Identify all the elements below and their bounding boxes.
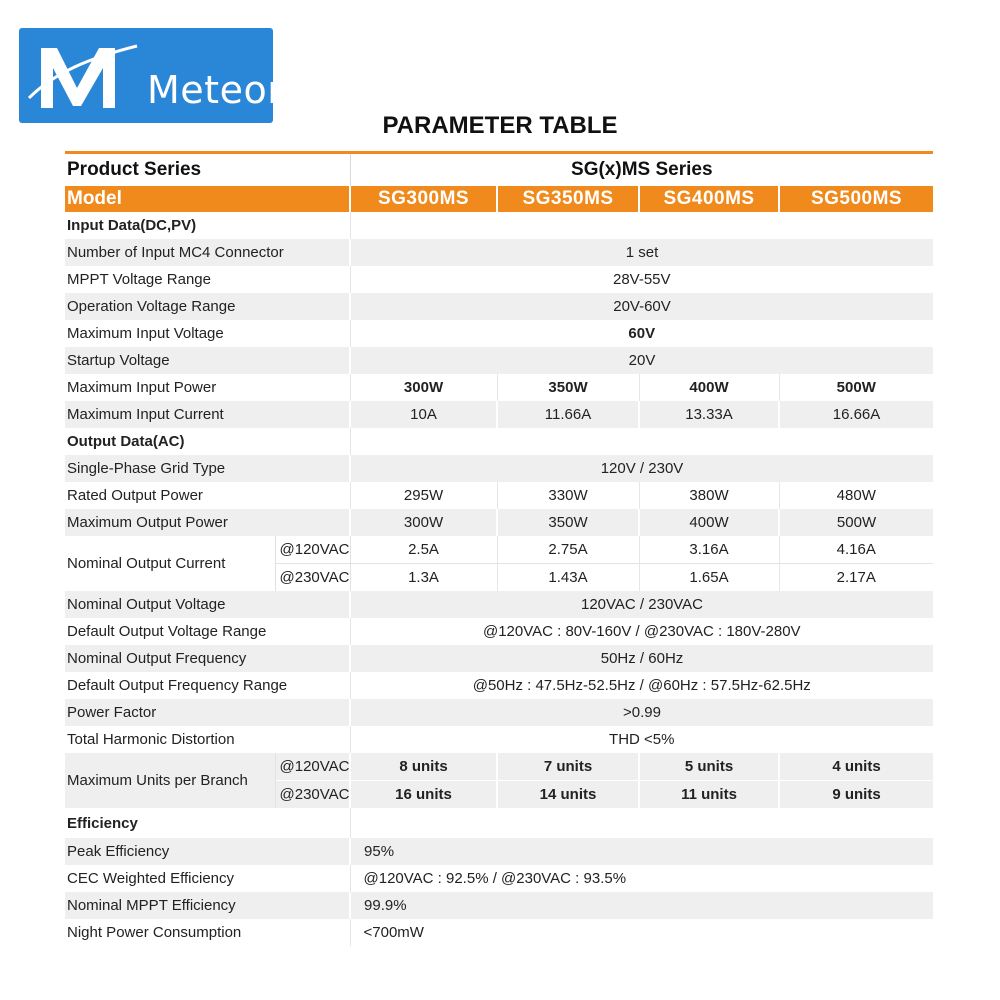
table-row [65,374,933,401]
cell-value: 1.3A [350,564,497,592]
table-row [65,509,933,536]
cell-value: 2.17A [779,564,933,592]
row-label: Startup Voltage [65,347,350,374]
row-value: >0.99 [350,699,933,726]
series-label: Product Series [65,154,350,186]
row-value: 20V-60V [350,293,933,320]
cell-value: 300W [350,374,497,401]
cell-value: 300W [350,509,497,536]
cell-value: 350W [497,509,639,536]
table-row [65,892,933,919]
row-label: Rated Output Power [65,482,350,509]
row-label: Power Factor [65,699,350,726]
table-row [65,838,933,865]
series-row [65,154,933,186]
row-value: @120VAC : 92.5% / @230VAC : 93.5% [350,865,933,892]
row-label: Nominal Output Voltage [65,591,350,618]
model-sg300ms: SG300MS [350,186,497,212]
row-value: @50Hz : 47.5Hz-52.5Hz / @60Hz : 57.5Hz-62.5Hz [350,672,933,699]
table-row [65,455,933,482]
cell-value: 380W [639,482,779,509]
table-row [65,401,933,428]
row-label: Number of Input MC4 Connector [65,239,350,266]
table-row [65,618,933,645]
row-value: 120VAC / 230VAC [350,591,933,618]
table-row [65,320,933,347]
row-sublabel: @120VAC [275,536,350,564]
section-row [65,212,933,239]
model-sg350ms: SG350MS [497,186,639,212]
model-label: Model [65,186,350,212]
cell-value: 350W [497,374,639,401]
cell-value: 10A [350,401,497,428]
cell-value: 16.66A [779,401,933,428]
table-row [65,865,933,892]
section-input-heading: Input Data(DC,PV) [65,212,350,239]
cell-value: 3.16A [639,536,779,564]
brand-name: Meteor [147,68,284,112]
cell-value: 16 units [350,781,497,809]
row-label: Nominal Output Current [65,536,275,591]
row-label: Default Output Frequency Range [65,672,350,699]
model-sg500ms: SG500MS [779,186,933,212]
table-row [65,347,933,374]
row-label: Operation Voltage Range [65,293,350,320]
row-label: Maximum Input Current [65,401,350,428]
table-row [65,699,933,726]
row-value: 60V [350,320,933,347]
section-output-heading: Output Data(AC) [65,428,350,455]
cell-value: 13.33A [639,401,779,428]
row-label: CEC Weighted Efficiency [65,865,350,892]
cell-value: 11.66A [497,401,639,428]
table-row [65,645,933,672]
row-value: 120V / 230V [350,455,933,482]
cell-value: 2.5A [350,536,497,564]
cell-value: 500W [779,509,933,536]
cell-value: 500W [779,374,933,401]
row-value: 20V [350,347,933,374]
row-label: Maximum Units per Branch [65,753,275,808]
table-row [65,726,933,753]
model-sg400ms: SG400MS [639,186,779,212]
row-sublabel: @230VAC [275,564,350,592]
table-row [65,919,933,946]
cell-value: 400W [639,374,779,401]
table-row [65,672,933,699]
cell-value: 1.65A [639,564,779,592]
table-row [65,293,933,320]
section-row [65,808,933,838]
model-row [65,186,933,212]
row-sublabel: @230VAC [275,781,350,809]
cell-value: 400W [639,509,779,536]
cell-value: 11 units [639,781,779,809]
cell-value: 4.16A [779,536,933,564]
table-row [65,266,933,293]
cell-value: 295W [350,482,497,509]
row-value: THD <5% [350,726,933,753]
row-label: Nominal MPPT Efficiency [65,892,350,919]
row-label: Peak Efficiency [65,838,350,865]
row-value: 99.9% [350,892,933,919]
row-label: Maximum Output Power [65,509,350,536]
row-label: Default Output Voltage Range [65,618,350,645]
row-label: Single-Phase Grid Type [65,455,350,482]
row-value: <700mW [350,919,933,946]
cell-value: 330W [497,482,639,509]
cell-value: 480W [779,482,933,509]
cell-value: 4 units [779,753,933,781]
cell-value: 2.75A [497,536,639,564]
cell-value: 9 units [779,781,933,809]
section-row [65,428,933,455]
row-label: Nominal Output Frequency [65,645,350,672]
brand-logo [19,28,284,123]
row-value: @120VAC : 80V-160V / @230VAC : 180V-280V [350,618,933,645]
meteor-logo-mark-icon [19,28,139,123]
row-label: Night Power Consumption [65,919,350,946]
page-title: PARAMETER TABLE [382,112,618,139]
parameter-table [65,154,933,946]
row-label: Maximum Input Voltage [65,320,350,347]
series-value: SG(x)MS Series [350,154,933,186]
row-sublabel: @120VAC [275,753,350,781]
row-label: MPPT Voltage Range [65,266,350,293]
table-row [65,482,933,509]
table-row [65,536,933,564]
cell-value: 5 units [639,753,779,781]
cell-value: 7 units [497,753,639,781]
row-value: 1 set [350,239,933,266]
cell-value: 1.43A [497,564,639,592]
row-value: 50Hz / 60Hz [350,645,933,672]
row-value: 95% [350,838,933,865]
row-label: Total Harmonic Distortion [65,726,350,753]
row-label: Maximum Input Power [65,374,350,401]
table-row [65,591,933,618]
cell-value: 8 units [350,753,497,781]
table-row [65,239,933,266]
table-row [65,753,933,781]
cell-value: 14 units [497,781,639,809]
row-value: 28V-55V [350,266,933,293]
section-efficiency-heading: Efficiency [65,808,350,838]
